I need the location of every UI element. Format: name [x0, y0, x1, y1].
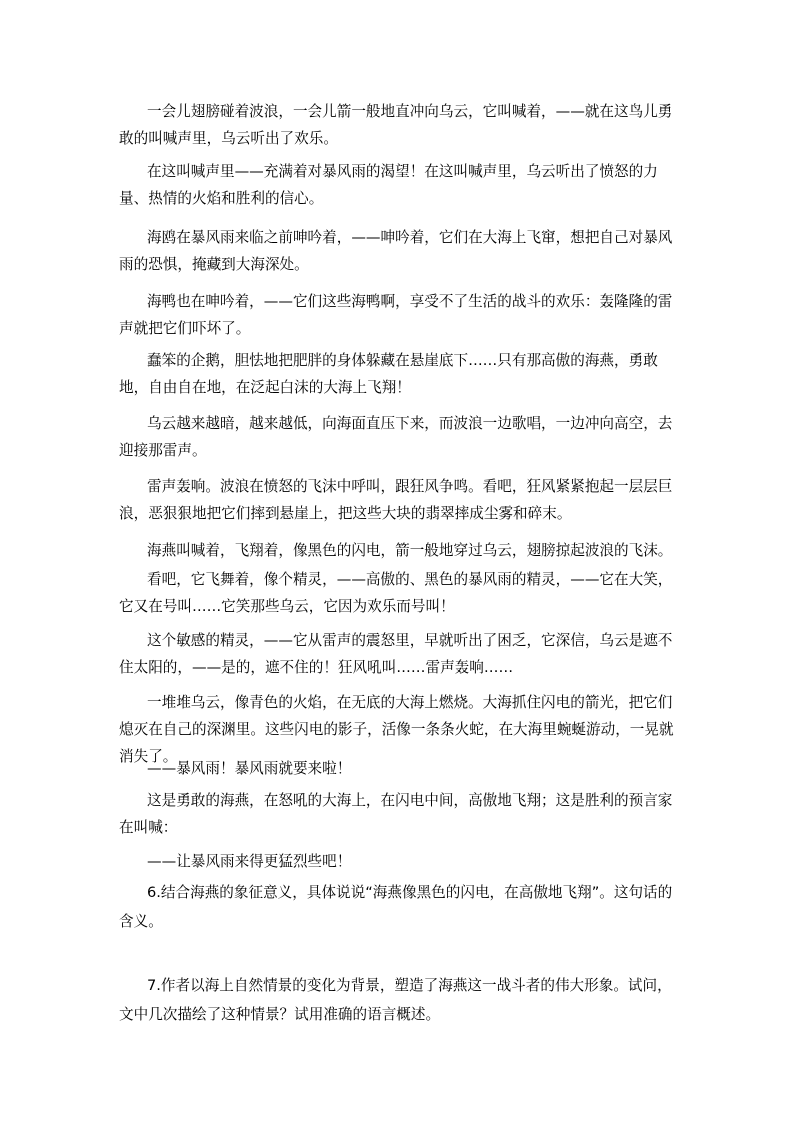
paragraph-11: 一堆堆乌云，像青色的火焰，在无底的大海上燃烧。大海抓住闪电的箭光，把它们熄灭在自己的深渊里。这些闪电的影子，活像一条条火蛇，在大海里蜿蜒游动，一晃就消失了。: [119, 694, 674, 765]
question-6: 6.结合海燕的象征意义，具体说说“海燕像黑色的闪电，在高傲地飞翔”。这句话的含义。: [119, 884, 673, 930]
paragraph-12: ——暴风雨！暴风雨就要来啦！: [147, 760, 352, 777]
paragraph-10: 这个敏感的精灵，——它从雷声的震怒里，早就听出了困乏，它深信，乌云是遮不住太阳的，——是的，遮不住的！狂风吼叫……雷声轰响……: [119, 632, 673, 676]
question-7: 7.作者以海上自然情景的变化为背景，塑造了海燕这一战斗者的伟大形象。试问，文中几次描绘了这种情景？试用准确的语言概述。: [119, 977, 672, 1023]
paragraph-5: 蠢笨的企鹅，胆怯地把肥胖的身体躲藏在悬崖底下……只有那高傲的海燕，勇敢地，自由自在地，在泛起白沫的大海上飞翔！: [119, 352, 658, 396]
paragraph-13: 这是勇敢的海燕，在怒吼的大海上，在闪电中间，高傲地飞翔；这是胜利的预言家在叫喊：: [119, 792, 673, 836]
paragraph-8: 海燕叫喊着，飞翔着，像黑色的闪电，箭一般地穿过乌云，翅膀掠起波浪的飞沫。: [147, 542, 673, 559]
paragraph-9: 看吧，它飞舞着，像个精灵，——高傲的、黑色的暴风雨的精灵，——它在大笑，它又在号叫……它笑那些乌云，它因为欢乐而号叫！: [119, 571, 673, 615]
paragraph-3: 海鸥在暴风雨来临之前呻吟着，——呻吟着，它们在大海上飞窜，想把自己对暴风雨的恐惧，掩藏到大海深处。: [119, 229, 673, 273]
paragraph-7: 雷声轰响。波浪在愤怒的飞沫中呼叫，跟狂风争鸣。看吧，狂风紧紧抱起一层层巨浪，恶狠狠地把它们摔到悬崖上，把这些大块的翡翠摔成尘雾和碎末。: [119, 478, 673, 522]
paragraph-6: 乌云越来越暗，越来越低，向海面直压下来，而波浪一边歌唱，一边冲向高空，去迎接那雷声。: [119, 415, 673, 459]
paragraph-4: 海鸭也在呻吟着，——它们这些海鸭啊，享受不了生活的战斗的欢乐：轰隆隆的雷声就把它们吓坏了。: [119, 293, 673, 337]
paragraph-1: 一会儿翅膀碰着波浪，一会儿箭一般地直冲向乌云，它叫喊着，——就在这鸟儿勇敢的叫喊声里，乌云听出了欢乐。: [119, 103, 673, 147]
paragraph-2: 在这叫喊声里——充满着对暴风雨的渴望！在这叫喊声里，乌云听出了愤怒的力量、热情的火焰和胜利的信心。: [119, 163, 658, 207]
paragraph-14: ——让暴风雨来得更猛烈些吧！: [147, 853, 352, 870]
